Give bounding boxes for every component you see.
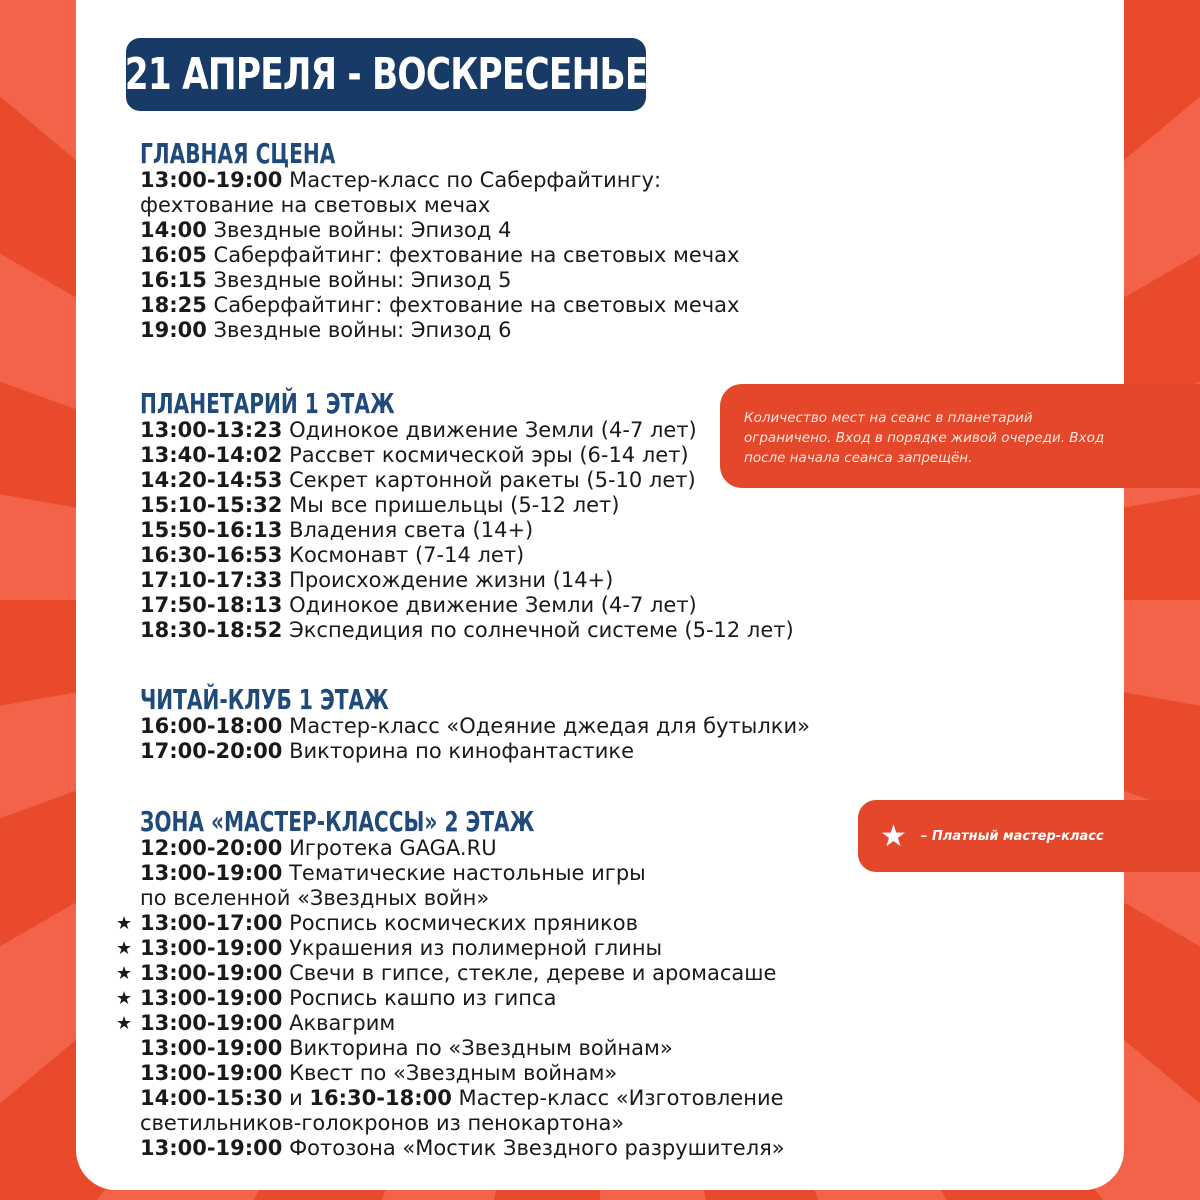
star-icon: ★ bbox=[116, 938, 133, 959]
schedule-row bbox=[140, 468, 794, 493]
schedule-description: Аквагрим bbox=[282, 1011, 396, 1035]
schedule-description: по вселенной «Звездных войн» bbox=[140, 886, 490, 910]
schedule-row bbox=[116, 961, 785, 986]
schedule-description: Звездные войны: Эпизод 6 bbox=[206, 318, 512, 342]
schedule-time: 16:05 bbox=[140, 243, 207, 267]
schedule-time: 19:00 bbox=[140, 318, 207, 342]
schedule-time: 17:50-18:13 bbox=[140, 593, 283, 617]
schedule-description: Секрет картонной ракеты (5-10 лет) bbox=[282, 468, 696, 492]
schedule-row bbox=[116, 936, 785, 961]
section-title: ГЛАВНАЯ СЦЕНА bbox=[140, 137, 336, 170]
schedule-row bbox=[140, 1086, 785, 1111]
schedule-description: Рассвет космической эры (6-14 лет) bbox=[282, 443, 689, 467]
schedule-description: Происхождение жизни (14+) bbox=[282, 568, 614, 592]
schedule-description: светильников-голокронов из пенокартона» bbox=[140, 1111, 625, 1135]
schedule-row bbox=[140, 1111, 785, 1136]
schedule-description: Квест по «Звездным войнам» bbox=[282, 1061, 618, 1085]
schedule-description: Одинокое движение Земли (4-7 лет) bbox=[282, 593, 697, 617]
section-planetarium bbox=[140, 386, 794, 643]
schedule-time: 13:00-19:00 bbox=[140, 861, 283, 885]
schedule-row bbox=[116, 986, 785, 1011]
schedule-row bbox=[140, 593, 794, 618]
schedule-description: Игротека GAGA.RU bbox=[282, 836, 497, 860]
schedule-row bbox=[140, 861, 785, 886]
schedule-description: Саберфайтинг: фехтование на световых мечах bbox=[206, 293, 740, 317]
schedule-description: Роспись космических пряников bbox=[282, 911, 638, 935]
schedule-description: Мастер-класс по Саберфайтингу: bbox=[282, 168, 662, 192]
schedule-description: Одинокое движение Земли (4-7 лет) bbox=[282, 418, 697, 442]
schedule-description: Космонавт (7-14 лет) bbox=[282, 543, 525, 567]
schedule-row bbox=[140, 886, 785, 911]
schedule-time: 17:00-20:00 bbox=[140, 739, 283, 763]
schedule-time: 13:00-19:00 bbox=[140, 986, 283, 1010]
section-title: ЗОНА «МАСТЕР-КЛАССЫ» 2 ЭТАЖ bbox=[140, 805, 535, 838]
schedule-description: Фотозона «Мостик Звездного разрушителя» bbox=[282, 1136, 785, 1160]
section-main-stage bbox=[140, 136, 739, 343]
schedule-time: 13:00-19:00 bbox=[140, 936, 283, 960]
schedule-row bbox=[140, 739, 810, 764]
schedule-time: 16:30-16:53 bbox=[140, 543, 283, 567]
section-title: ЧИТАЙ-КЛУБ 1 ЭТАЖ bbox=[140, 683, 389, 716]
schedule-description: Мастер-класс «Одеяние джедая для бутылки» bbox=[282, 714, 810, 738]
schedule-description: фехтование на световых мечах bbox=[140, 193, 491, 217]
date-title: 21 АПРЕЛЯ - ВОСКРЕСЕНЬЕ bbox=[124, 49, 648, 100]
schedule-row bbox=[140, 543, 794, 568]
schedule-description: и bbox=[282, 1086, 310, 1110]
schedule-time: 16:15 bbox=[140, 268, 207, 292]
schedule-time: 13:00-13:23 bbox=[140, 418, 283, 442]
schedule-row bbox=[140, 618, 794, 643]
schedule-time: 13:00-19:00 bbox=[140, 1011, 283, 1035]
schedule-row bbox=[140, 418, 794, 443]
section-master-classes bbox=[116, 804, 785, 1161]
schedule-time: 14:00-15:30 bbox=[140, 1086, 283, 1110]
schedule-time: 13:00-19:00 bbox=[140, 1061, 283, 1085]
schedule-time: 13:00-19:00 bbox=[140, 1136, 283, 1160]
star-icon: ★ bbox=[880, 818, 907, 854]
schedule-time: 15:50-16:13 bbox=[140, 518, 283, 542]
schedule-description: Звездные войны: Эпизод 4 bbox=[206, 218, 512, 242]
date-banner bbox=[126, 38, 646, 111]
schedule-row bbox=[140, 518, 794, 543]
schedule-time: 16:30-18:00 bbox=[309, 1086, 452, 1110]
schedule-row bbox=[140, 268, 739, 293]
schedule-description: Звездные войны: Эпизод 5 bbox=[206, 268, 512, 292]
schedule-row bbox=[140, 568, 794, 593]
schedule-time: 13:00-19:00 bbox=[140, 1036, 283, 1060]
schedule-description: Викторина по кинофантастике bbox=[282, 739, 635, 763]
star-icon: ★ bbox=[116, 1013, 133, 1034]
schedule-description: Владения света (14+) bbox=[282, 518, 534, 542]
schedule-row bbox=[140, 1036, 785, 1061]
schedule-row bbox=[116, 1011, 785, 1036]
schedule-row bbox=[140, 193, 739, 218]
schedule-description: Экспедиция по солнечной системе (5-12 лет) bbox=[282, 618, 794, 642]
schedule-row bbox=[140, 318, 739, 343]
schedule-row bbox=[140, 243, 739, 268]
schedule-row bbox=[116, 911, 785, 936]
star-icon: ★ bbox=[116, 988, 133, 1009]
schedule-time: 14:00 bbox=[140, 218, 207, 242]
schedule-time: 16:00-18:00 bbox=[140, 714, 283, 738]
schedule-description: Мастер-класс «Изготовление bbox=[451, 1086, 784, 1110]
schedule-time: 18:25 bbox=[140, 293, 207, 317]
schedule-row bbox=[140, 168, 739, 193]
schedule-time: 13:40-14:02 bbox=[140, 443, 283, 467]
schedule-time: 15:10-15:32 bbox=[140, 493, 283, 517]
schedule-time: 17:10-17:33 bbox=[140, 568, 283, 592]
schedule-row bbox=[140, 493, 794, 518]
schedule-time: 18:30-18:52 bbox=[140, 618, 283, 642]
schedule-row bbox=[140, 1061, 785, 1086]
schedule-time: 13:00-17:00 bbox=[140, 911, 283, 935]
schedule-description: Украшения из полимерной глины bbox=[282, 936, 663, 960]
schedule-description: Тематические настольные игры bbox=[282, 861, 646, 885]
schedule-description: Роспись кашпо из гипса bbox=[282, 986, 557, 1010]
section-reading-club bbox=[140, 682, 810, 764]
schedule-time: 13:00-19:00 bbox=[140, 168, 283, 192]
schedule-row bbox=[140, 443, 794, 468]
schedule-description: Свечи в гипсе, стекле, дереве и аромасаше bbox=[282, 961, 777, 985]
star-icon: ★ bbox=[116, 963, 133, 984]
schedule-row bbox=[140, 1136, 785, 1161]
schedule-time: 12:00-20:00 bbox=[140, 836, 283, 860]
schedule-description: Мы все пришельцы (5-12 лет) bbox=[282, 493, 620, 517]
legend-text: – Платный мастер-класс bbox=[920, 828, 1104, 844]
schedule-row bbox=[140, 714, 810, 739]
schedule-description: Саберфайтинг: фехтование на световых мечах bbox=[206, 243, 740, 267]
paid-class-legend bbox=[858, 800, 1200, 872]
schedule-time: 13:00-19:00 bbox=[140, 961, 283, 985]
planetarium-note bbox=[720, 384, 1200, 488]
schedule-row bbox=[140, 293, 739, 318]
schedule-description: Викторина по «Звездным войнам» bbox=[282, 1036, 673, 1060]
star-icon: ★ bbox=[116, 913, 133, 934]
section-title: ПЛАНЕТАРИЙ 1 ЭТАЖ bbox=[140, 387, 395, 420]
schedule-row bbox=[140, 218, 739, 243]
schedule-row bbox=[140, 836, 785, 861]
schedule-time: 14:20-14:53 bbox=[140, 468, 283, 492]
note-text: Количество мест на сеанс в планетарий ограничено. Вход в порядке живой очереди. Вход после начала сеанса запрещён. bbox=[744, 410, 1105, 466]
